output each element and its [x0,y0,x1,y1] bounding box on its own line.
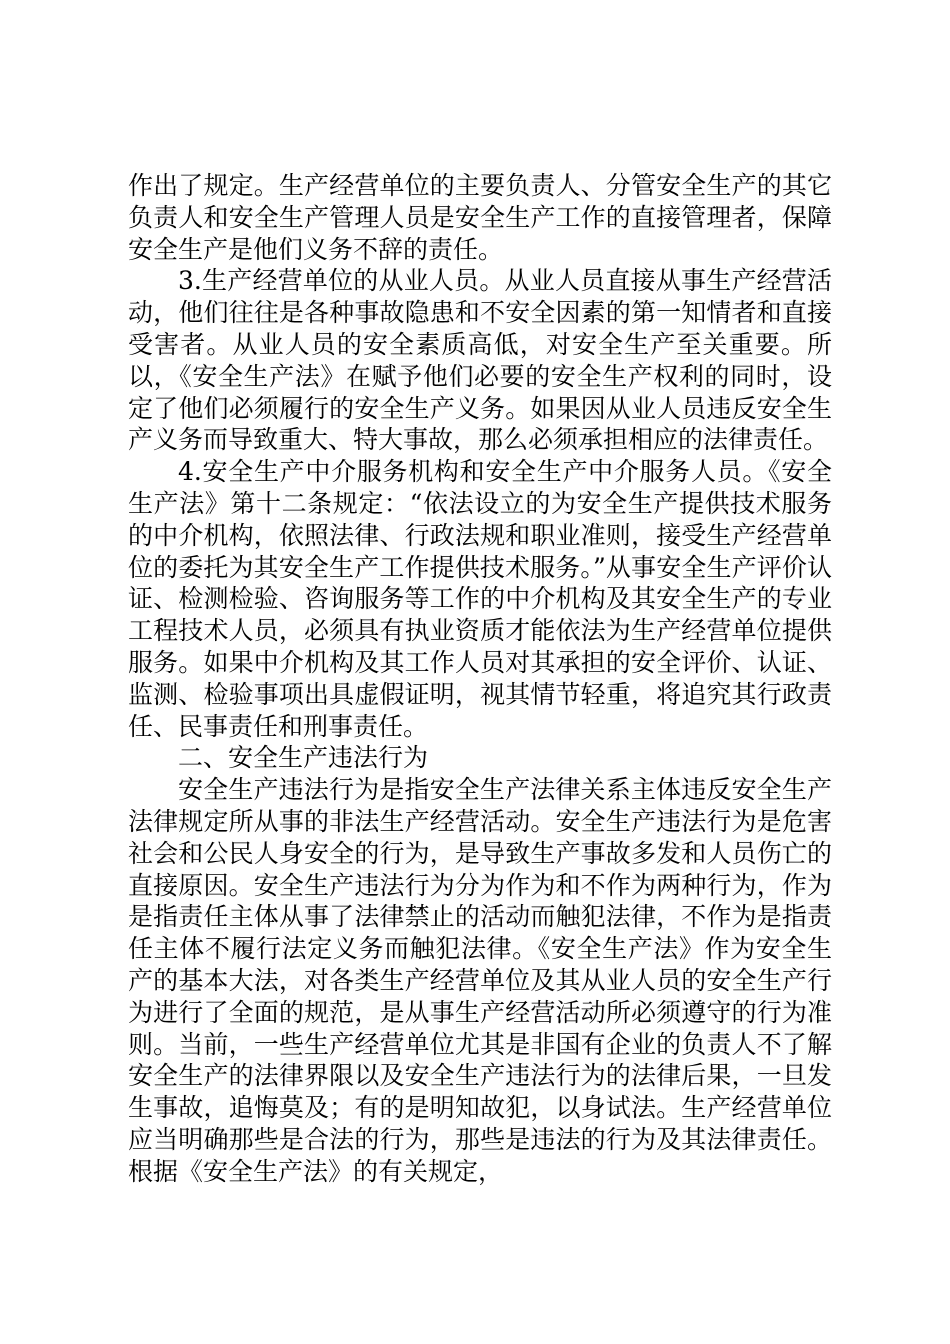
paragraph-item-4: 4.安全生产中介服务机构和安全生产中介服务人员。《安全生产法》第十二条规定：“依法设立的为安全生产提供技术服务的中介机构，依照法律、行政法规和职业准则，接受生产经营单位的委托为其安全生产工作提供技术服务。”从事安全生产评价认证、检测检验、咨询服务等工作的中介机构及其安全生产的专业工程技术人员，必须具有执业资质才能依法为生产经营单位提供服务。如果中介机构及其工作人员对其承担的安全评价、认证、监测、检验事项出具虚假证明，视其情节轻重，将追究其行政责任、民事责任和刑事责任。 [128,457,832,741]
paragraph-continuation: 作出了规定。生产经营单位的主要负责人、分管安全生产的其它负责人和安全生产管理人员是安全生产工作的直接管理者，保障安全生产是他们义务不辞的责任。 [128,171,832,264]
paragraph-item-3: 3.生产经营单位的从业人员。从业人员直接从事生产经营活动，他们往往是各种事故隐患和不安全因素的第一知情者和直接受害者。从业人员的安全素质高低，对安全生产至关重要。所以，《安全生产法》在赋予他们必要的安全生产权利的同时，设定了他们必须履行的安全生产义务。如果因从业人员违反安全生产义务而导致重大、特大事故，那么必须承担相应的法律责任。 [128,266,832,455]
section-heading: 二、安全生产违法行为 [178,743,429,773]
body-text [128,170,832,1188]
paragraph-section-body: 安全生产违法行为是指安全生产法律关系主体违反安全生产法律规定所从事的非法生产经营活动。安全生产违法行为是危害社会和公民人身安全的行为，是导致生产事故多发和人员伤亡的直接原因。安全生产违法行为分为作为和不作为两种行为，作为是指责任主体从事了法律禁止的活动而触犯法律，不作为是指责任主体不履行法定义务而触犯法律。《安全生产法》作为安全生产的基本大法，对各类生产经营单位及其从业人员的安全生产行为进行了全面的规范，是从事生产经营活动所必须遵守的行为准则。当前，一些生产经营单位尤其是非国有企业的负责人不了解安全生产的法律界限以及安全生产违法行为的法律后果，一旦发生事故，追悔莫及；有的是明知故犯，以身试法。生产经营单位应当明确那些是合法的行为，那些是违法的行为及其法律责任。根据《安全生产法》的有关规定， [128,775,832,1186]
